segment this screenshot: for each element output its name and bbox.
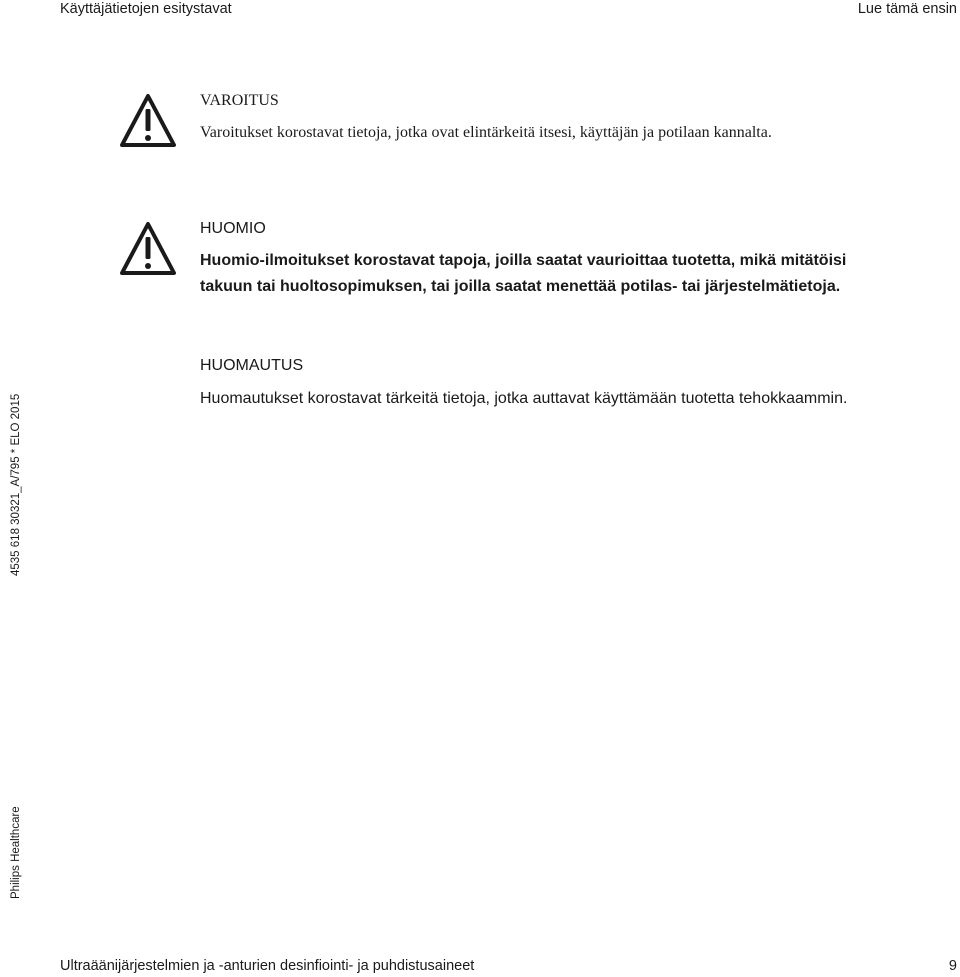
header-section-title: Käyttäjätietojen esitystavat [60, 1, 232, 17]
warning-text: Varoitukset korostavat tietoja, jotka ovat elintärkeitä itsesi, käyttäjän ja potilaan kannalta. [200, 124, 772, 141]
caution-text-line-1: Huomio-ilmoitukset korostavat tapoja, joilla saatat vaurioittaa tuotetta, mikä mitätöisi [200, 252, 847, 269]
caution-triangle-icon [118, 220, 178, 278]
document-id: 4535 618 30321_A/795 * ELO 2015 [10, 393, 22, 576]
caution-text-line-2: takuun tai huoltosopimuksen, tai joilla saatat menettää potilas- tai järjestelmätietoja. [200, 278, 841, 295]
header-chapter-title: Lue tämä ensin [857, 1, 957, 17]
caution-notice [200, 219, 846, 300]
note-text: Huomautukset korostavat tärkeitä tietoja, jotka auttavat käyttämään tuotetta tehokkaammin. [200, 390, 848, 407]
brand-name: Philips Healthcare [10, 806, 22, 899]
caution-title: HUOMIO [200, 220, 266, 237]
page-number: 9 [948, 958, 957, 974]
note-notice [200, 356, 847, 412]
warning-title: VAROITUS [200, 92, 279, 109]
warning-notice [200, 91, 772, 143]
note-title: HUOMAUTUS [200, 357, 304, 374]
warning-triangle-icon [118, 92, 178, 150]
caution-text [200, 248, 846, 300]
footer-title: Ultraäänijärjestelmien ja -anturien desinfiointi- ja puhdistusaineet [60, 958, 475, 974]
